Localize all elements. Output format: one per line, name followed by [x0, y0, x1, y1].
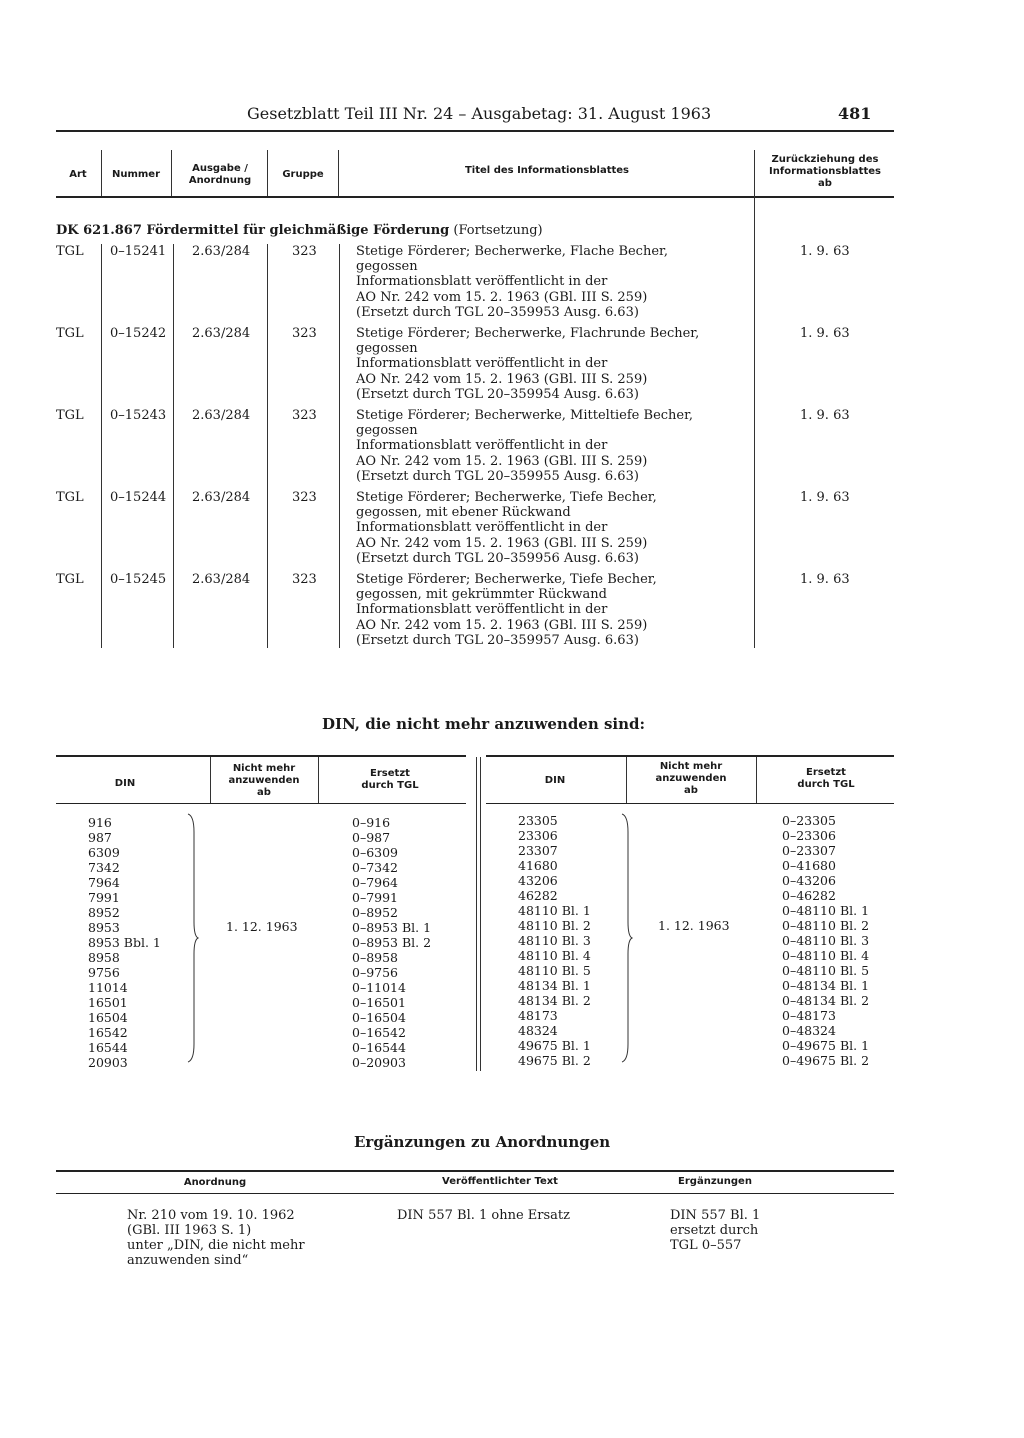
din-right-date: 1. 12. 1963 — [658, 918, 730, 933]
din-left-item: 7964 — [88, 875, 120, 890]
row-nummer: 0–15245 — [110, 572, 167, 587]
din-right-tgl-item: 0–23306 — [782, 828, 836, 843]
erg-col-anordnung: Anordnung — [183, 1177, 247, 1188]
din-right-item: 48324 — [518, 1023, 558, 1038]
din-left-tgl-item: 0–8952 — [352, 905, 399, 920]
row-titel — [356, 572, 657, 648]
din-left-item: 11014 — [88, 980, 128, 995]
page-number: 481 — [838, 104, 872, 123]
din-left-tgl-item: 0–987 — [352, 830, 391, 845]
col-divider — [339, 244, 340, 648]
din-right-col-nicht-mehr-line1: Nicht mehr — [659, 761, 723, 772]
col-divider — [267, 150, 268, 196]
col-titel: Titel des Informationsblattes — [464, 165, 630, 176]
din-left-tgl-list — [352, 815, 431, 1070]
din-right-tgl-item: 0–48110 Bl. 4 — [782, 948, 870, 963]
erg-top-rule — [56, 1170, 894, 1172]
row-gruppe: 323 — [292, 490, 317, 505]
din-right-item: 48134 Bl. 2 — [518, 993, 591, 1008]
din-left-tgl-item: 0–8953 Bl. 1 — [352, 920, 432, 935]
din-right-tgl-item: 0–48110 Bl. 3 — [782, 933, 870, 948]
din-right-item: 48110 Bl. 2 — [518, 918, 591, 933]
din-left-col-din: DIN — [114, 778, 136, 789]
din-right-tgl-item: 0–46282 — [782, 888, 836, 903]
section-title-suffix: (Fortsetzung) — [453, 223, 543, 238]
din-left-item: 987 — [88, 830, 112, 845]
row-titel-line: Informationsblatt veröffentlicht in der — [356, 274, 608, 290]
ergaenzungen-heading: Ergänzungen zu Anordnungen — [354, 1133, 611, 1151]
row-zurueckziehung-ab: 1. 9. 63 — [800, 490, 850, 505]
row-ausgabe: 2.63/284 — [192, 244, 251, 259]
din-left-col-nicht-mehr-line3: ab — [257, 787, 271, 798]
din-left-item: 16542 — [88, 1025, 128, 1040]
din-left-item: 916 — [88, 815, 112, 830]
row-titel-line: gegossen, mit gekrümmter Rückwand — [356, 587, 607, 603]
din-right-tgl-item: 0–23307 — [782, 843, 836, 858]
col-zurueck-line2: Informationsblattes — [769, 166, 881, 177]
din-left-tgl-item: 0–9756 — [352, 965, 399, 980]
din-left-item: 8958 — [88, 950, 120, 965]
din-left-din-list — [60, 815, 176, 1070]
col-divider — [626, 757, 627, 803]
din-right-tgl-item: 0–48173 — [782, 1008, 836, 1023]
row-gruppe: 323 — [292, 408, 317, 423]
row-titel-line: gegossen — [356, 341, 418, 357]
row-titel — [356, 326, 699, 402]
row-titel-line: Informationsblatt veröffentlicht in der — [356, 356, 608, 372]
din-right-tgl-item: 0–23305 — [782, 813, 836, 828]
din-right-col-ersetzt-line2: durch TGL — [797, 779, 855, 790]
row-titel-line: (Ersetzt durch TGL 20–359956 Ausg. 6.63) — [356, 550, 639, 566]
din-left-tgl-item: 0–6309 — [352, 845, 399, 860]
erg-head-rule — [56, 1193, 894, 1194]
din-right-din-list — [518, 813, 591, 1068]
col-ausgabe-line2: Anordnung — [188, 175, 252, 186]
din-right-tgl-list — [782, 813, 869, 1068]
row-zurueckziehung-ab: 1. 9. 63 — [800, 244, 850, 259]
row-gruppe: 323 — [292, 244, 317, 259]
row-titel-line: Informationsblatt veröffentlicht in der — [356, 520, 608, 536]
row-ausgabe: 2.63/284 — [192, 572, 251, 587]
row-titel-line: AO Nr. 242 vom 15. 2. 1963 (GBl. III S. 259) — [356, 289, 648, 305]
col-art: Art — [69, 169, 87, 180]
col-zurueckziehung — [756, 154, 894, 190]
din-left-col-nicht-mehr — [212, 763, 316, 799]
row-titel — [356, 408, 693, 484]
din-left-tgl-item: 0–20903 — [352, 1055, 406, 1070]
row-titel-line: Stetige Förderer; Becherwerke, Mitteltiefe Becher, — [356, 408, 694, 423]
din-right-item: 48134 Bl. 1 — [518, 978, 591, 993]
din-left-tgl-item: 0–16544 — [352, 1040, 406, 1055]
row-art: TGL — [56, 490, 84, 505]
row-art: TGL — [56, 572, 84, 587]
col-divider — [754, 150, 755, 648]
din-left-item: 16544 — [88, 1040, 128, 1055]
row-nummer: 0–15241 — [110, 244, 167, 259]
col-divider — [267, 244, 268, 648]
din-left-tgl-item: 0–11014 — [352, 980, 406, 995]
section-title-bold: DK 621.867 Fördermittel für gleichmäßige Förderung — [56, 223, 450, 238]
din-heading: DIN, die nicht mehr anzuwenden sind: — [322, 715, 646, 733]
row-titel-line: (Ersetzt durch TGL 20–359957 Ausg. 6.63) — [356, 632, 639, 648]
col-divider — [338, 150, 339, 196]
page-header-title: Gesetzblatt Teil III Nr. 24 – Ausgabetag: 31. August 1963 — [247, 104, 712, 123]
erg-anordnung-line: Nr. 210 vom 19. 10. 1962 — [127, 1208, 295, 1223]
din-left-item: 7991 — [88, 890, 120, 905]
row-titel-line: Informationsblatt veröffentlicht in der — [356, 438, 608, 454]
erg-veroeffentlichter-text: DIN 557 Bl. 1 ohne Ersatz — [397, 1208, 570, 1223]
din-right-item: 41680 — [518, 858, 558, 873]
row-art: TGL — [56, 408, 84, 423]
din-right-tgl-item: 0–43206 — [782, 873, 836, 888]
row-titel-line: AO Nr. 242 vom 15. 2. 1963 (GBl. III S. 259) — [356, 617, 648, 633]
row-ausgabe: 2.63/284 — [192, 326, 251, 341]
din-left-tgl-item: 0–16542 — [352, 1025, 406, 1040]
din-right-col-ersetzt — [766, 767, 886, 791]
din-left-item: 16501 — [88, 995, 128, 1010]
din-right-tgl-item: 0–49675 Bl. 2 — [782, 1053, 870, 1068]
din-left-tgl-item: 0–916 — [352, 815, 391, 830]
din-right-item: 48110 Bl. 1 — [518, 903, 591, 918]
din-left-item: 20903 — [88, 1055, 128, 1070]
din-right-item: 46282 — [518, 888, 558, 903]
din-right-tgl-item: 0–48324 — [782, 1023, 836, 1038]
din-right-col-nicht-mehr-line2: anzuwenden — [655, 773, 727, 784]
din-center-divider — [476, 757, 477, 1071]
din-right-item: 48173 — [518, 1008, 558, 1023]
din-right-brace — [620, 812, 634, 1064]
row-titel — [356, 244, 668, 320]
din-right-item: 48110 Bl. 5 — [518, 963, 591, 978]
din-right-col-ersetzt-line1: Ersetzt — [806, 767, 846, 778]
din-left-date: 1. 12. 1963 — [226, 919, 298, 934]
row-titel-line: AO Nr. 242 vom 15. 2. 1963 (GBl. III S. 259) — [356, 371, 648, 387]
row-titel-line: Stetige Förderer; Becherwerke, Tiefe Becher, — [356, 490, 657, 505]
row-zurueckziehung-ab: 1. 9. 63 — [800, 326, 850, 341]
din-right-item: 23306 — [518, 828, 558, 843]
din-left-item: 8953 Bbl. 1 — [88, 935, 161, 950]
row-titel-line: AO Nr. 242 vom 15. 2. 1963 (GBl. III S. 259) — [356, 453, 648, 469]
din-left-item: 8952 — [88, 905, 120, 920]
col-divider — [171, 150, 172, 196]
erg-anordnung-text — [127, 1208, 305, 1268]
header-rule — [56, 130, 894, 132]
din-left-item: 9756 — [88, 965, 120, 980]
din-right-tgl-item: 0–49675 Bl. 1 — [782, 1038, 870, 1053]
din-left-tgl-item: 0–16504 — [352, 1010, 406, 1025]
din-right-col-nicht-mehr-line3: ab — [684, 785, 698, 796]
row-zurueckziehung-ab: 1. 9. 63 — [800, 408, 850, 423]
row-titel-line: Informationsblatt veröffentlicht in der — [356, 602, 608, 618]
erg-anordnung-line: (GBl. III 1963 S. 1) — [127, 1223, 252, 1238]
din-center-divider — [480, 757, 481, 1071]
table1-header-rule — [56, 196, 894, 198]
din-left-item: 8953 — [88, 920, 120, 935]
section-title — [56, 223, 543, 238]
din-right-tgl-item: 0–48134 Bl. 1 — [782, 978, 870, 993]
din-right-item: 48110 Bl. 4 — [518, 948, 591, 963]
din-left-head-rule — [56, 803, 466, 804]
row-art: TGL — [56, 326, 84, 341]
din-right-item: 23307 — [518, 843, 558, 858]
col-divider — [101, 150, 102, 196]
din-right-item: 23305 — [518, 813, 558, 828]
row-titel-line: Stetige Förderer; Becherwerke, Flache Becher, — [356, 244, 668, 259]
row-nummer: 0–15244 — [110, 490, 167, 505]
din-left-col-nicht-mehr-line1: Nicht mehr — [232, 763, 296, 774]
erg-anordnung-line: unter „DIN, die nicht mehr — [127, 1238, 305, 1253]
erg-ergaenzung-line: TGL 0–557 — [670, 1238, 742, 1253]
row-ausgabe: 2.63/284 — [192, 490, 251, 505]
din-left-item: 6309 — [88, 845, 120, 860]
col-zurueck-line3: ab — [818, 178, 832, 189]
row-gruppe: 323 — [292, 572, 317, 587]
col-ausgabe — [174, 163, 266, 187]
col-divider — [173, 244, 174, 648]
erg-ergaenzung-line: ersetzt durch — [670, 1223, 759, 1238]
row-titel-line: Stetige Förderer; Becherwerke, Flachrunde Becher, — [356, 326, 700, 341]
row-gruppe: 323 — [292, 326, 317, 341]
din-left-tgl-item: 0–16501 — [352, 995, 406, 1010]
din-right-tgl-item: 0–48110 Bl. 2 — [782, 918, 870, 933]
din-left-col-ersetzt — [330, 768, 450, 792]
din-right-tgl-item: 0–48134 Bl. 2 — [782, 993, 870, 1008]
din-right-item: 43206 — [518, 873, 558, 888]
din-left-tgl-item: 0–8953 Bl. 2 — [352, 935, 432, 950]
din-left-col-ersetzt-line2: durch TGL — [361, 780, 419, 791]
din-left-brace — [186, 812, 200, 1064]
din-left-tgl-item: 0–7991 — [352, 890, 399, 905]
row-nummer: 0–15242 — [110, 326, 167, 341]
din-left-item: 16504 — [88, 1010, 128, 1025]
row-titel-line: (Ersetzt durch TGL 20–359954 Ausg. 6.63) — [356, 386, 639, 402]
col-divider — [210, 757, 211, 803]
din-right-tgl-item: 0–41680 — [782, 858, 836, 873]
col-zurueck-line1: Zurückziehung des — [771, 154, 879, 165]
din-right-col-din: DIN — [544, 775, 566, 786]
col-divider — [756, 757, 757, 803]
din-left-col-nicht-mehr-line2: anzuwenden — [228, 775, 300, 786]
din-right-top-rule — [486, 755, 894, 757]
col-ausgabe-line1: Ausgabe / — [192, 163, 248, 174]
din-left-col-ersetzt-line1: Ersetzt — [370, 768, 410, 779]
din-right-item: 48110 Bl. 3 — [518, 933, 591, 948]
row-titel-line: gegossen — [356, 423, 418, 439]
row-titel-line: gegossen — [356, 259, 418, 275]
din-left-top-rule — [56, 755, 466, 757]
din-left-tgl-item: 0–8958 — [352, 950, 399, 965]
col-divider — [101, 244, 102, 648]
row-titel-line: Stetige Förderer; Becherwerke, Tiefe Becher, — [356, 572, 657, 587]
col-gruppe: Gruppe — [282, 169, 324, 180]
row-titel-line: (Ersetzt durch TGL 20–359953 Ausg. 6.63) — [356, 304, 639, 320]
row-titel-line: AO Nr. 242 vom 15. 2. 1963 (GBl. III S. 259) — [356, 535, 648, 551]
din-right-col-nicht-mehr — [632, 761, 750, 797]
row-titel-line: gegossen, mit ebener Rückwand — [356, 505, 571, 521]
din-right-head-rule — [486, 803, 894, 804]
col-divider — [318, 757, 319, 803]
din-left-item: 7342 — [88, 860, 120, 875]
erg-ergaenzung-line: DIN 557 Bl. 1 — [670, 1208, 761, 1223]
col-nummer: Nummer — [111, 169, 161, 180]
row-titel — [356, 490, 657, 566]
row-nummer: 0–15243 — [110, 408, 167, 423]
row-titel-line: (Ersetzt durch TGL 20–359955 Ausg. 6.63) — [356, 468, 639, 484]
row-ausgabe: 2.63/284 — [192, 408, 251, 423]
row-art: TGL — [56, 244, 84, 259]
erg-anordnung-line: anzuwenden sind“ — [127, 1253, 249, 1268]
din-right-tgl-item: 0–48110 Bl. 1 — [782, 903, 870, 918]
row-zurueckziehung-ab: 1. 9. 63 — [800, 572, 850, 587]
erg-col-ergaenzungen: Ergänzungen — [678, 1176, 752, 1187]
din-left-tgl-item: 0–7342 — [352, 860, 399, 875]
din-right-item: 49675 Bl. 1 — [518, 1038, 591, 1053]
din-right-tgl-item: 0–48110 Bl. 5 — [782, 963, 870, 978]
erg-col-text: Veröffentlichter Text — [442, 1176, 558, 1187]
din-left-tgl-item: 0–7964 — [352, 875, 399, 890]
erg-ergaenzung-text — [670, 1208, 760, 1253]
din-right-item: 49675 Bl. 2 — [518, 1053, 591, 1068]
